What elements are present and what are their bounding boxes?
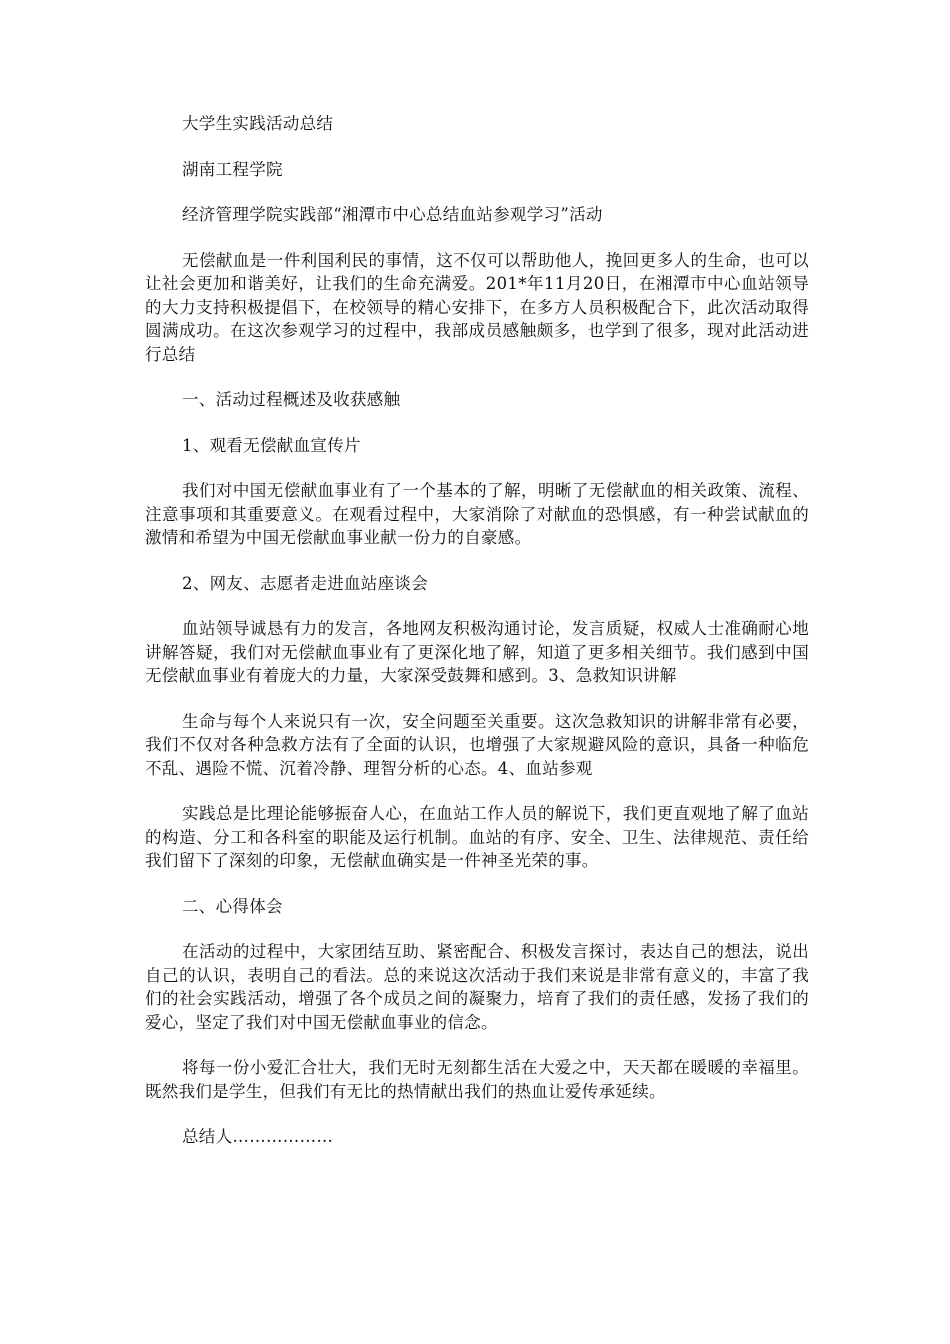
paragraph-first-aid: 生命与每个人来说只有一次，安全问题至关重要。这次急救知识的讲解非常有必要，我们不仅对各种急救方法有了全面的认识，也增强了大家规避风险的意识，具备一种临危不乱、遇险不慌、沉着冷静、理智分析的心态。4、血站参观 [145, 711, 809, 778]
school-name: 湖南工程学院 [182, 159, 283, 179]
subheading-video: 1、观看无偿献血宣传片 [182, 435, 361, 455]
signature-line: 总结人……………… [182, 1127, 334, 1146]
document-page [145, 112, 809, 1171]
paragraph-intro: 无偿献血是一件利国利民的事情，这不仅可以帮助他人，挽回更多人的生命，也可以让社会更加和谐美好，让我们的生命充满爱。201*年11月20日，在湘潭市中心血站领导的大力支持积极提倡下，在校领导的精心安排下，在多方人员积极配合下，此次活动取得圆满成功。在这次参观学习的过程中，我部成员感触颇多，也学到了很多，现对此活动进行总结 [145, 250, 809, 364]
section-heading-reflection: 二、心得体会 [182, 896, 283, 916]
paragraph-closing: 将每一份小爱汇合壮大，我们无时无刻都生活在大爱之中，天天都在暖暖的幸福里。既然我们是学生，但我们有无比的热情献出我们的热血让爱传承延续。 [145, 1058, 809, 1101]
paragraph-video: 我们对中国无偿献血事业有了一个基本的了解，明晰了无偿献血的相关政策、流程、注意事项和其重要意义。在观看过程中，大家消除了对献血的恐惧感，有一种尝试献血的激情和希望为中国无偿献血事业献一份力的自豪感。 [145, 481, 809, 547]
activity-subtitle: 经济管理学院实践部“湘潭市中心总结血站参观学习”活动 [182, 205, 603, 224]
document-title: 大学生实践活动总结 [182, 114, 334, 133]
section-heading-process: 一、活动过程概述及收获感触 [182, 390, 401, 409]
subheading-forum: 2、网友、志愿者走进血站座谈会 [182, 573, 428, 593]
paragraph-visit: 实践总是比理论能够振奋人心，在血站工作人员的解说下，我们更直观地了解了血站的构造、分工和各科室的职能及运行机制。血站的有序、安全、卫生、法律规范、责任给我们留下了深刻的印象，无偿献血确实是一件神圣光荣的事。 [145, 804, 809, 870]
paragraph-forum: 血站领导诚恳有力的发言，各地网友积极沟通讨论，发言质疑，权威人士准确耐心地讲解答疑，我们对无偿献血事业有了更深化地了解，知道了更多相关细节。我们感到中国无偿献血事业有着庞大的力量，大家深受鼓舞和感到。3、急救知识讲解 [145, 619, 809, 685]
paragraph-reflection: 在活动的过程中，大家团结互助、紧密配合、积极发言探讨，表达自己的想法，说出自己的认识，表明自己的看法。总的来说这次活动于我们来说是非常有意义的，丰富了我们的社会实践活动，增强了各个成员之间的凝聚力，培育了我们的责任感，发扬了我们的爱心，坚定了我们对中国无偿献血事业的信念。 [145, 942, 809, 1032]
